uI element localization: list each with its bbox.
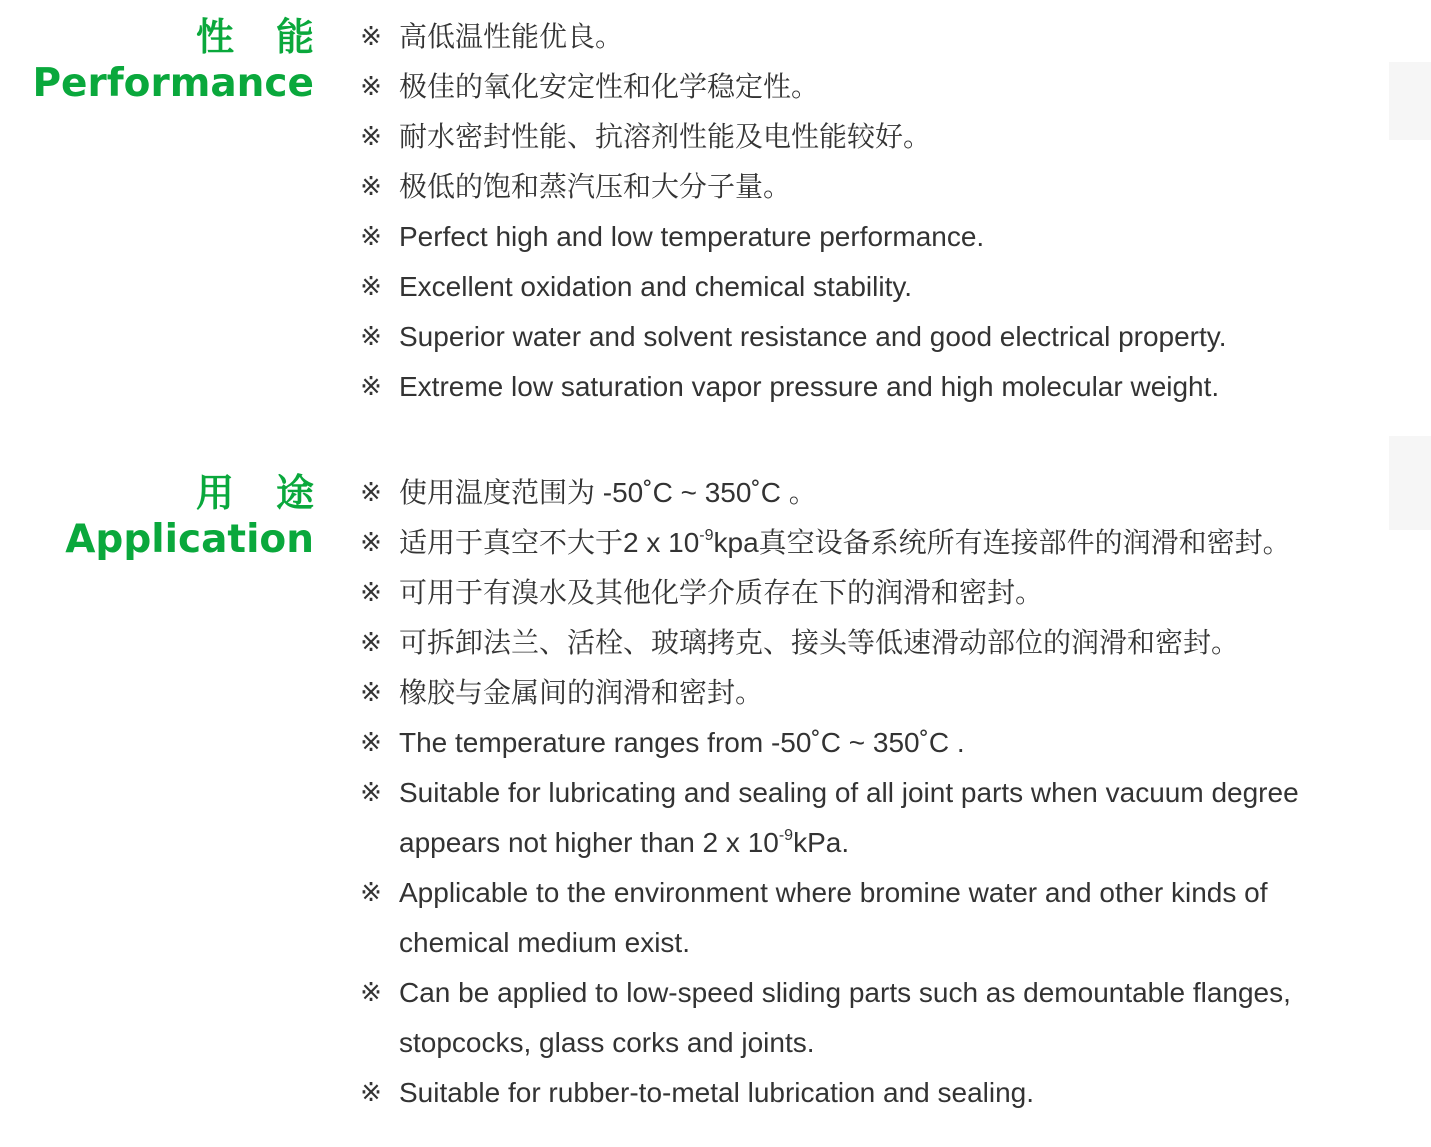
reference-mark-icon: ※ (360, 978, 382, 1008)
performance-heading-cn: 性 能 (195, 15, 314, 59)
reference-mark-icon: ※ (360, 172, 382, 202)
reference-mark-icon: ※ (360, 578, 382, 608)
reference-mark-icon: ※ (360, 728, 382, 758)
reference-mark-icon: ※ (360, 1078, 382, 1108)
list-item: ※ Extreme low saturation vapor pressure and high molecular weight. (355, 362, 1415, 412)
list-item: ※ Suitable for lubricating and sealing of all joint parts when vacuum degree (355, 768, 1415, 818)
list-item: ※ 适用于真空不大于2 x $10^{-9}kpa$真空设备系统所有连接部件的润滑和密封。 (355, 518, 1415, 568)
list-item: ※ Applicable to the environment where bromine water and other kinds of (355, 868, 1415, 918)
reference-mark-icon: ※ (360, 272, 382, 302)
list-item: ※ 可用于有溴水及其他化学介质存在下的润滑和密封。 (355, 568, 1415, 618)
list-item-continuation: appears not higher than 2 x $10^{-9}kPa$. (399, 827, 850, 858)
reference-mark-icon: ※ (360, 22, 382, 52)
list-item: ※ 可拆卸法兰、活栓、玻璃拷克、接头等低速滑动部位的润滑和密封。 (355, 618, 1415, 668)
list-item: ※ 使用温度范围为 -50˚C ~ 350˚C 。 (355, 468, 1415, 518)
reference-mark-icon: ※ (360, 72, 382, 102)
list-item: ※ 极佳的氧化安定性和化学稳定性。 (355, 62, 1415, 112)
reference-mark-icon: ※ (360, 372, 382, 402)
reference-mark-icon: ※ (360, 678, 382, 708)
list-item-continuation: chemical medium exist. (399, 927, 690, 958)
reference-mark-icon: ※ (360, 878, 382, 908)
application-heading-cn: 用 途 (195, 471, 314, 515)
list-item: ※ Perfect high and low temperature performance. (355, 212, 1415, 262)
application-heading-en: Application (65, 517, 314, 562)
performance-heading-en: Performance (32, 61, 314, 106)
reference-mark-icon: ※ (360, 478, 382, 508)
reference-mark-icon: ※ (360, 222, 382, 252)
list-item: ※ 耐水密封性能、抗溶剂性能及电性能较好。 (355, 112, 1415, 162)
list-item: ※ 极低的饱和蒸汽压和大分子量。 (355, 162, 1415, 212)
reference-mark-icon: ※ (360, 122, 382, 152)
application-list (355, 468, 1415, 1118)
list-item: ※ The temperature ranges from -50˚C ~ 350˚C . (355, 718, 1415, 768)
list-item: ※ Superior water and solvent resistance and good electrical property. (355, 312, 1415, 362)
performance-list (355, 12, 1415, 412)
list-item: ※ 橡胶与金属间的润滑和密封。 (355, 668, 1415, 718)
reference-mark-icon: ※ (360, 528, 382, 558)
reference-mark-icon: ※ (360, 322, 382, 352)
performance-heading (0, 12, 314, 108)
reference-mark-icon: ※ (360, 778, 382, 808)
list-item: ※ Can be applied to low-speed sliding parts such as demountable flanges, (355, 968, 1415, 1018)
reference-mark-icon: ※ (360, 628, 382, 658)
list-item-continuation: stopcocks, glass corks and joints. (399, 1027, 815, 1058)
list-item: ※ 高低温性能优良。 (355, 12, 1415, 62)
list-item: ※ Suitable for rubber-to-metal lubrication and sealing. (355, 1068, 1415, 1118)
application-heading (0, 468, 314, 564)
list-item: ※ Excellent oxidation and chemical stability. (355, 262, 1415, 312)
